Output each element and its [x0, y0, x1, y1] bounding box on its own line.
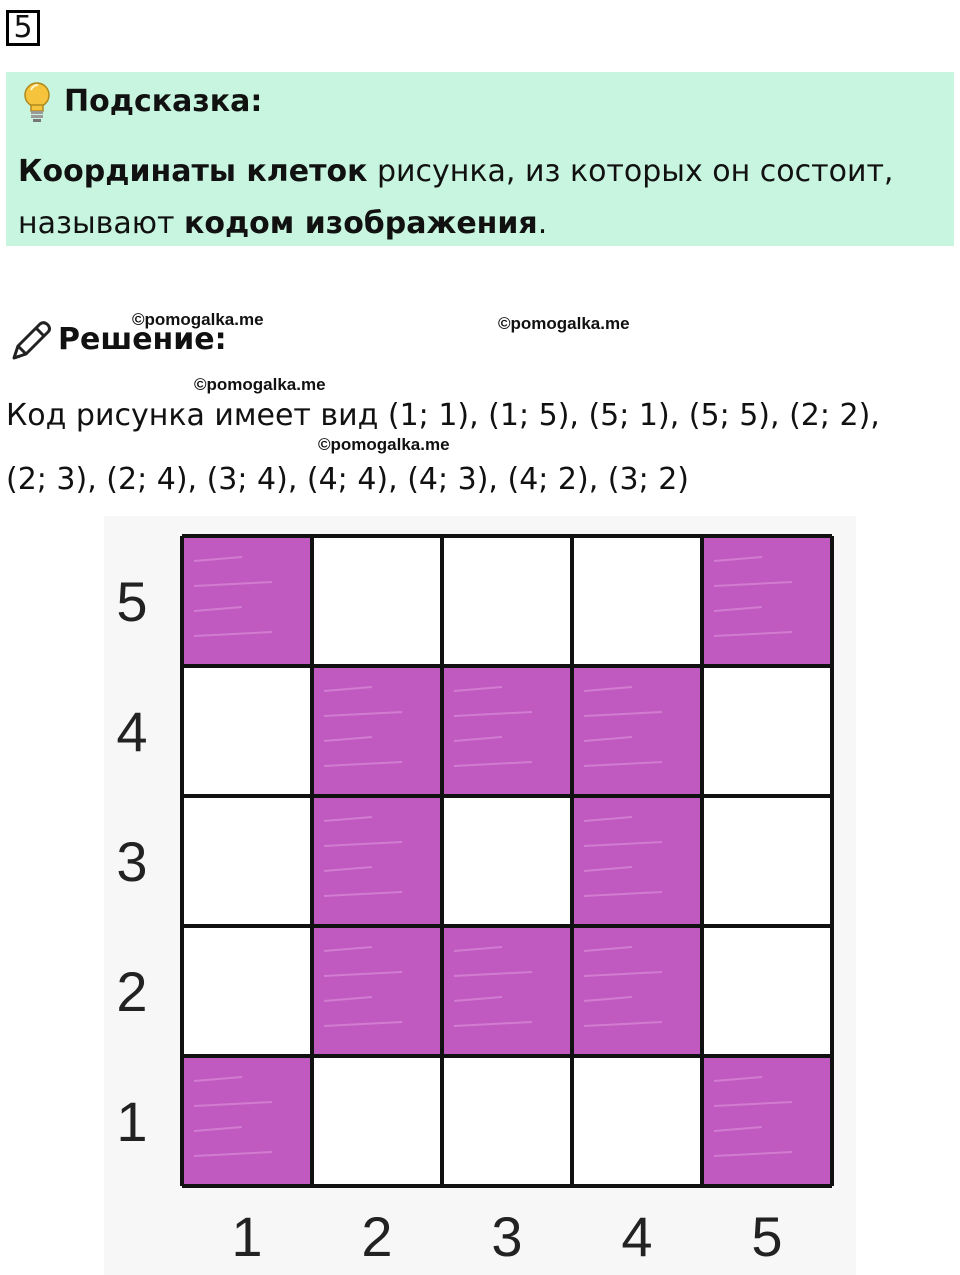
- y-axis-label: 4: [116, 700, 148, 763]
- watermark: ©pomogalka.me: [132, 310, 264, 329]
- filled-cell-2-2: [314, 928, 440, 1054]
- solution-title: Решение:: [58, 322, 227, 357]
- solution-text: [6, 384, 956, 512]
- x-axis-label: 3: [491, 1205, 523, 1268]
- watermark: ©pomogalka.me: [498, 314, 630, 333]
- solution-line-2: (2; 3), (2; 4), (3; 4), (4; 4), (4; 3), (4; 2), (3; 2): [6, 462, 690, 497]
- filled-cell-2-3: [314, 798, 440, 924]
- hint-text-1: рисунка, из которых он состоит, называют: [18, 154, 894, 241]
- lightbulb-icon: [20, 80, 54, 124]
- filled-cell-4-4: [574, 668, 700, 794]
- solution-line-1: Код рисунка имеет вид (1; 1), (1; 5), (5; 1), (5; 5), (2; 2),: [6, 398, 880, 433]
- hint-bold-1: Координаты клеток: [18, 154, 368, 189]
- filled-cell-3-4: [444, 668, 570, 794]
- filled-cell-5-5: [704, 538, 830, 664]
- hint-title: Подсказка:: [64, 84, 263, 119]
- x-axis-label: 2: [361, 1205, 393, 1268]
- hint-box: [6, 72, 954, 246]
- x-axis-label: 5: [751, 1205, 783, 1268]
- hint-bold-2: кодом изображения: [183, 206, 538, 241]
- hint-text: [18, 146, 938, 250]
- y-axis-label: 2: [116, 960, 148, 1023]
- filled-cell-1-1: [184, 1058, 310, 1184]
- watermark: ©pomogalka.me: [194, 375, 326, 394]
- filled-cell-2-4: [314, 668, 440, 794]
- filled-cell-4-2: [574, 928, 700, 1054]
- filled-cell-4-3: [574, 798, 700, 924]
- y-axis-label: 5: [116, 570, 148, 633]
- filled-cell-5-1: [704, 1058, 830, 1184]
- pencil-icon: [8, 318, 54, 364]
- x-axis-label: 1: [231, 1205, 263, 1268]
- task-number: 5: [6, 10, 40, 46]
- y-axis-label: 1: [116, 1090, 148, 1153]
- grid-svg: [104, 516, 856, 1275]
- x-axis-label: 4: [621, 1205, 653, 1268]
- hint-text-2: .: [537, 206, 548, 241]
- filled-cell-1-5: [184, 538, 310, 664]
- coordinate-grid: [104, 516, 856, 1275]
- watermark: ©pomogalka.me: [318, 435, 450, 454]
- y-axis-label: 3: [116, 830, 148, 893]
- filled-cell-3-2: [444, 928, 570, 1054]
